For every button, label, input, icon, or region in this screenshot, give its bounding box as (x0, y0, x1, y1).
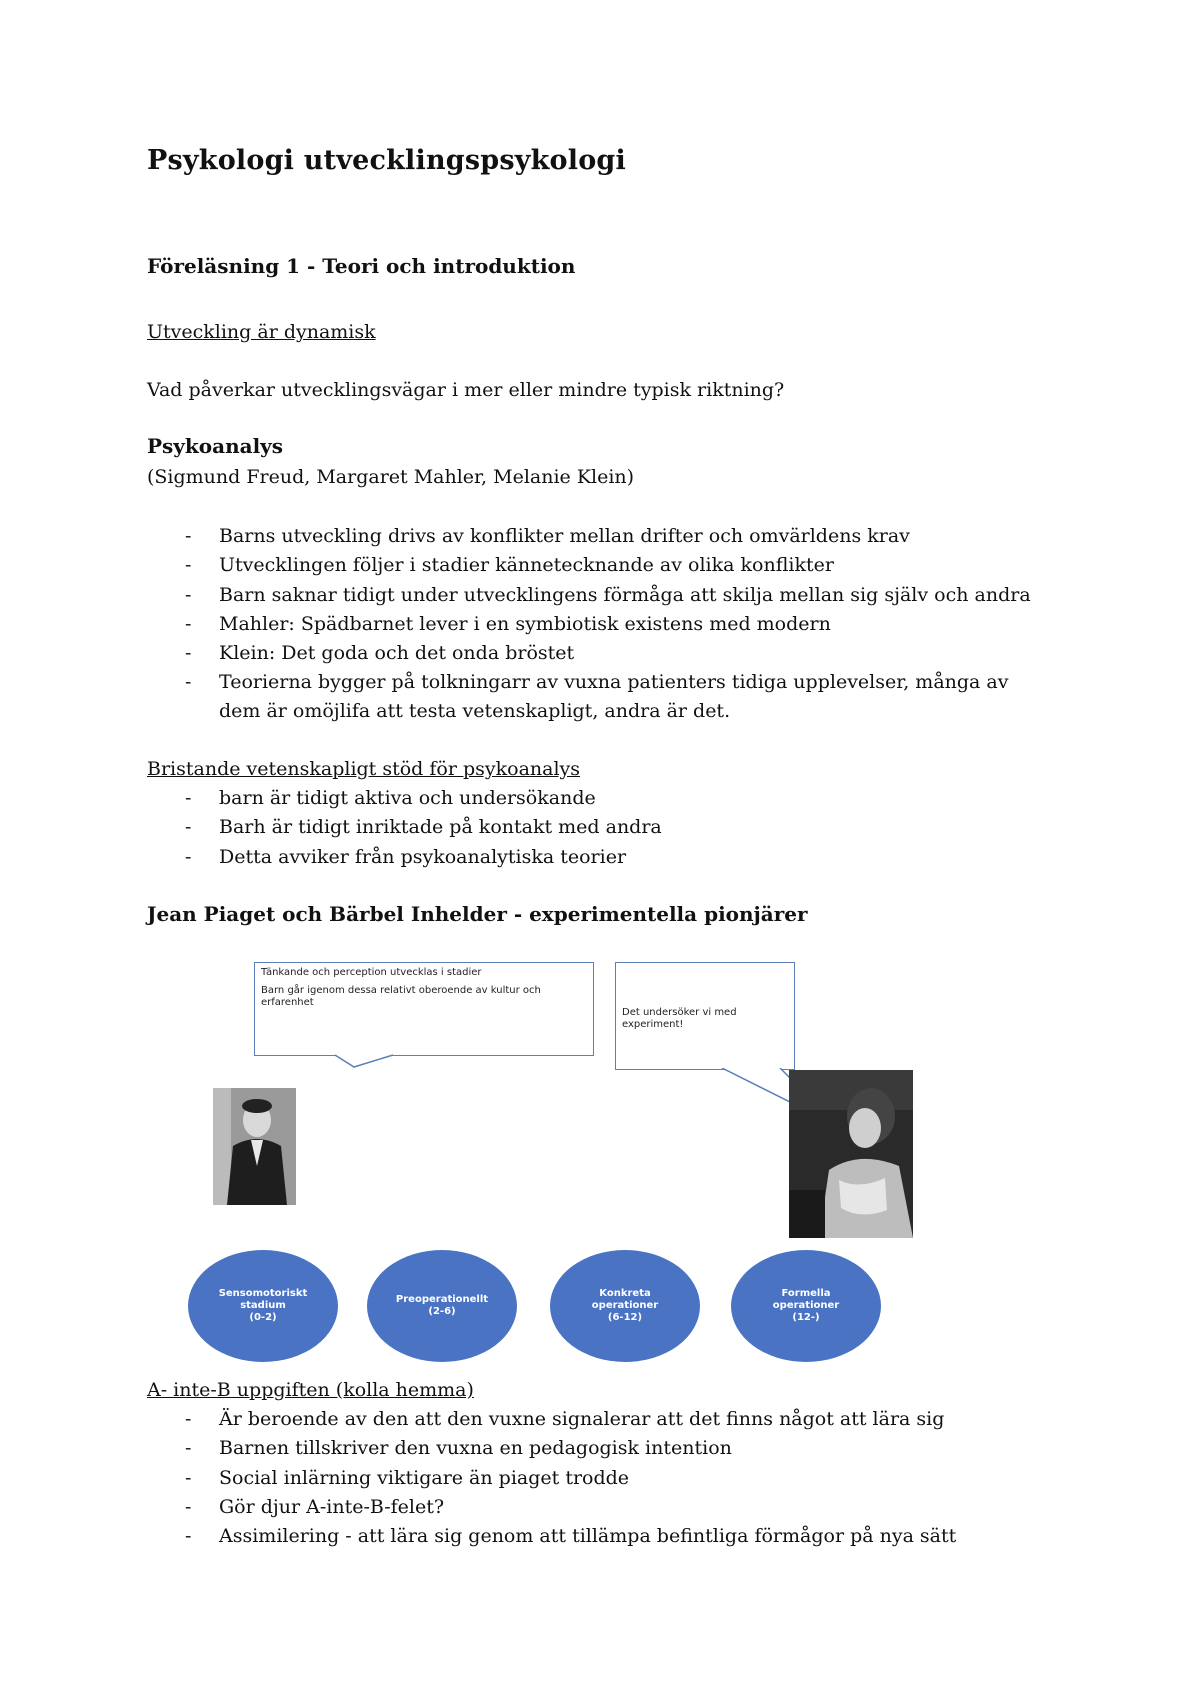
portrait-inhelder (789, 1070, 913, 1238)
bubble-right-text: Det undersöker vi med experiment! (622, 1007, 737, 1030)
lacking-support-list (185, 784, 1065, 872)
a-not-b-list (185, 1405, 1085, 1551)
list-item: - Barn saknar tidigt under utvecklingens förmåga att skilja mellan sig själv och andra (185, 581, 1065, 610)
list-item: - Är beroende av den att den vuxne signalerar att det finns något att lära sig (185, 1405, 1085, 1434)
list-item: - Barnen tillskriver den vuxna en pedagogisk intention (185, 1434, 1085, 1463)
stage-formella (731, 1250, 881, 1362)
speech-bubble-left (254, 962, 594, 1056)
list-item: - Assimilering - att lära sig genom att tillämpa befintliga förmågor på nya sätt (185, 1522, 1085, 1551)
psychoanalysis-names: (Sigmund Freud, Margaret Mahler, Melanie Klein) (147, 466, 635, 488)
list-item: - Klein: Det goda och det onda bröstet (185, 639, 1065, 668)
stage-konkreta (550, 1250, 700, 1362)
portrait-inhelder-figure (789, 1070, 913, 1238)
list-item: - Barh är tidigt inriktade på kontakt med andra (185, 813, 1065, 842)
list-item: - Gör djur A-inte-B-felet? (185, 1493, 1085, 1522)
speech-bubble-right (615, 962, 795, 1070)
bubble-left-line1: Tänkande och perception utvecklas i stadier (261, 967, 482, 978)
stage-age: (12-) (792, 1312, 820, 1323)
stage-name: Formella operationer (772, 1288, 840, 1311)
stage-sensomotoriskt (188, 1250, 338, 1362)
stage-age: (2-6) (428, 1306, 456, 1317)
a-not-b-heading: A- inte-B uppgiften (kolla hemma) (147, 1379, 474, 1401)
section-heading-dynamic: Utveckling är dynamisk (147, 321, 376, 343)
list-item-continuation: dem är omöjlifa att testa vetenskapligt, andra är det. (219, 700, 731, 722)
piaget-heading: Jean Piaget och Bärbel Inhelder - experimentella pionjärer (147, 902, 808, 926)
stage-name: Sensomotoriskt stadium (218, 1288, 308, 1311)
list-item: - Barns utveckling drivs av konflikter mellan drifter och omvärldens krav (185, 522, 1065, 551)
page-title: Psykologi utvecklingspsykologi (147, 145, 626, 176)
list-item: - Mahler: Spädbarnet lever i en symbiotisk existens med modern (185, 610, 1065, 639)
bubble-left-line2: Barn går igenom dessa relativt oberoende av kultur och erfarenhet (261, 985, 541, 1008)
psychoanalysis-heading: Psykoanalys (147, 434, 284, 458)
stage-age: (0-2) (249, 1312, 277, 1323)
stage-age: (6-12) (607, 1312, 643, 1323)
list-item: - Utvecklingen följer i stadier kännetecknande av olika konflikter (185, 551, 1065, 580)
stage-preoperationellt (367, 1250, 517, 1362)
portrait-piaget-figure (213, 1088, 296, 1205)
lacking-support-heading: Bristande vetenskapligt stöd för psykoanalys (147, 758, 581, 780)
stage-name: Konkreta operationer (591, 1288, 659, 1311)
list-item: - barn är tidigt aktiva och undersökande (185, 784, 1065, 813)
list-item: - Detta avviker från psykoanalytiska teorier (185, 843, 1065, 872)
stage-name: Preoperationellt (395, 1294, 489, 1305)
question-text: Vad påverkar utvecklingsvägar i mer eller mindre typisk riktning? (147, 379, 785, 401)
list-item: - Teorierna bygger på tolkningarr av vuxna patienters tidiga upplevelser, många av (185, 668, 1065, 697)
portrait-piaget (213, 1088, 296, 1205)
bubble-left-tail (335, 1054, 395, 1070)
lecture-heading: Föreläsning 1 - Teori och introduktion (147, 254, 576, 278)
list-item: - Social inlärning viktigare än piaget trodde (185, 1464, 1085, 1493)
psychoanalysis-list (185, 522, 1065, 698)
